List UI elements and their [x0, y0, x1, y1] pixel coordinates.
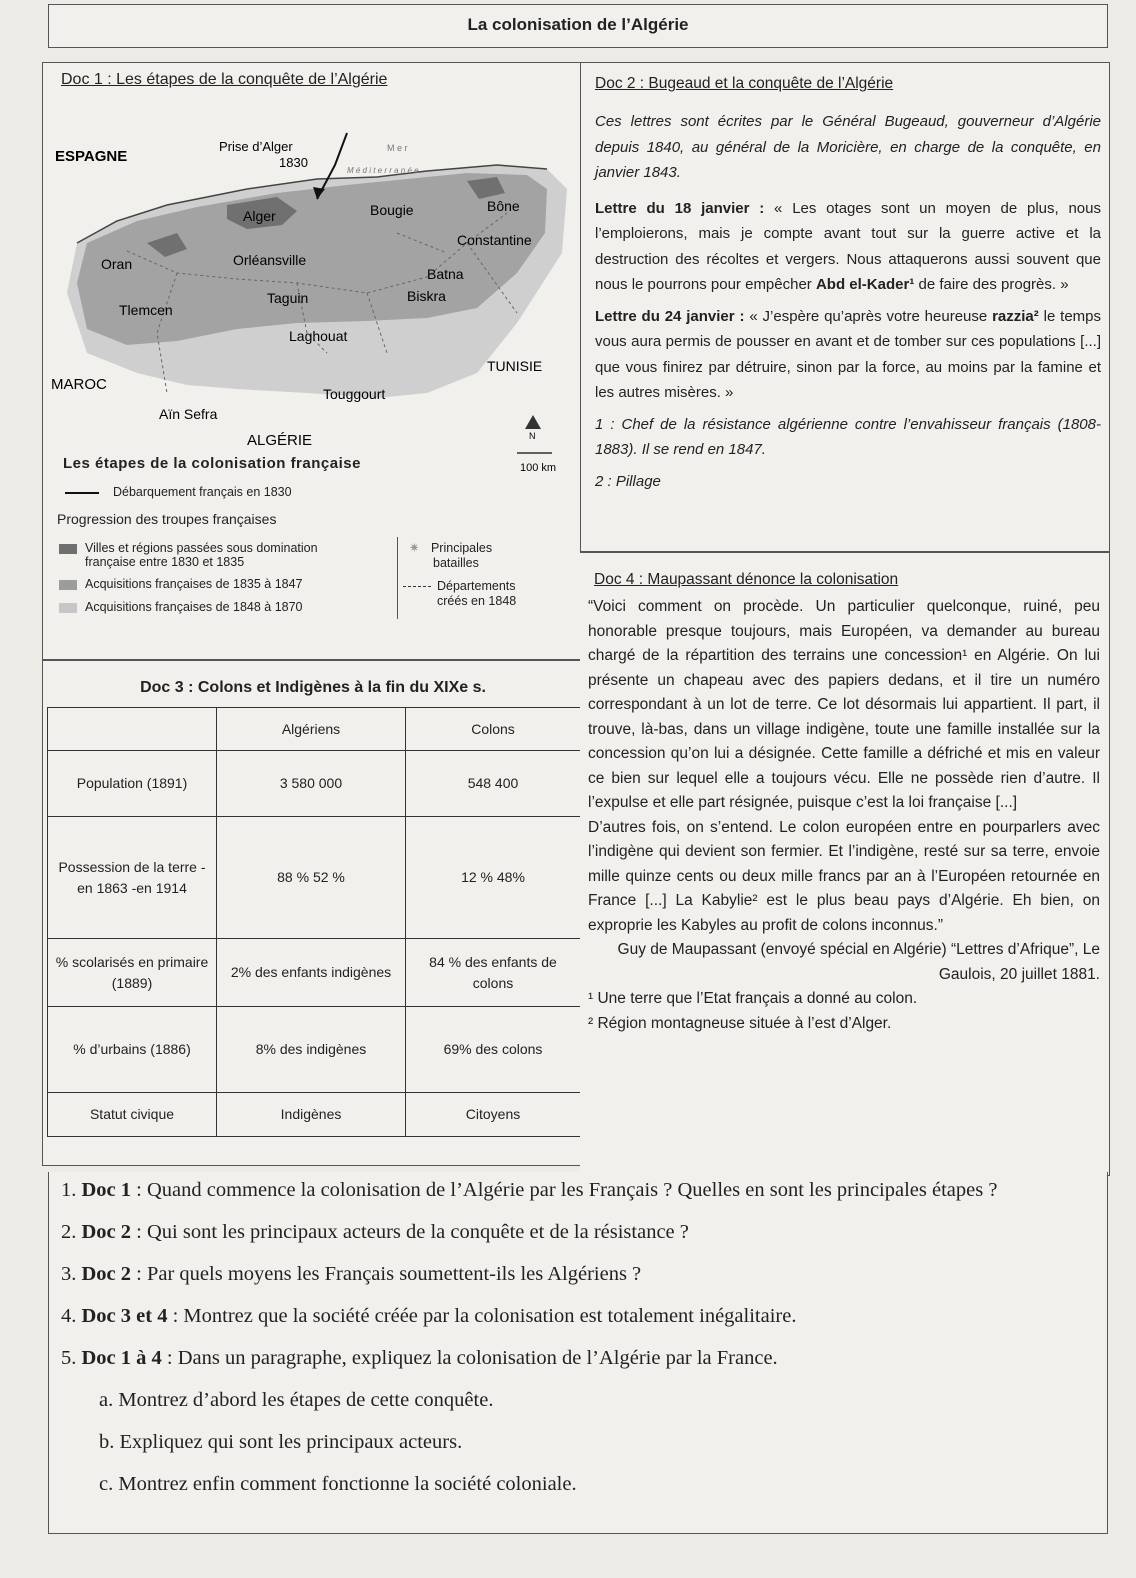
- legend-zone3-swatch: [59, 603, 77, 613]
- label-scale: 100 km: [520, 462, 557, 474]
- doc4-text-b: D’autres fois, on s’entend. Le colon européen entre en pourparlers avec l’indigène qui devient son fermier. Et l’indigène, resté sur sa terre, envoie mille quinze cents ou deux mille francs par an à l’Européen retournée en France [...] La Kabylie² est le plus beau pays d’Algérie. Eh bien, on exproprie les Kabyles au profit de colons inconnus.”: [588, 818, 1100, 934]
- label-orleansville: Orléansville: [233, 252, 307, 268]
- question-ref: Doc 1: [81, 1179, 132, 1201]
- question-number: 2.: [61, 1221, 77, 1243]
- legend-depts-label-2: créés en 1848: [437, 594, 517, 608]
- subquestion-c: c. Montrez enfin comment fonctionne la société coloniale.: [99, 1473, 577, 1495]
- doc2-body: [595, 109, 1101, 494]
- table-row: [48, 1007, 581, 1093]
- legend-zone1-label-2: française entre 1830 et 1835: [85, 555, 245, 569]
- page-title: La colonisation de l’Algérie: [467, 15, 689, 34]
- legend-zone2-label: Acquisitions françaises de 1835 à 1847: [85, 577, 303, 591]
- question-number: 1.: [61, 1179, 77, 1201]
- table-cell: 548 400: [406, 751, 581, 817]
- label-taguin: Taguin: [267, 290, 309, 306]
- question-text: : Par quels moyens les Français soumettent-ils les Algériens ?: [131, 1263, 642, 1285]
- question-4: [61, 1304, 1099, 1328]
- doc2-letter2-text-b: le temps vous aura permis de pousser en avant et de tomber sur ces populations [...] que vous finirez par détruire, sinon par la force, au moins par la famine et les autres misères. »: [595, 307, 1101, 401]
- table-header-cell: Colons: [406, 708, 581, 751]
- label-tlemcen: Tlemcen: [119, 302, 173, 318]
- question-text: : Quand commence la colonisation de l’Algérie par les Français ? Quelles en sont les principales étapes ?: [131, 1179, 998, 1201]
- doc2-letter1-text-b: de faire des progrès. »: [914, 276, 1069, 293]
- label-touggourt: Touggourt: [323, 386, 386, 402]
- table-cell: Statut civique: [48, 1093, 217, 1137]
- table-cell: 8% des indigènes: [217, 1007, 406, 1093]
- doc4-text-a: “Voici comment on procède. Un particulier quelconque, ruiné, peu honorable presque toujours, mais Européen, va demander au bureau chargé de la répartition des terrains une concession¹ en Algérie. On lui présente un chapeau avec des papiers dedans, et il tire un numéro correspondant à un lot de terre. Ce lot désormais lui appartient. Il part, il trouve, là-bas, dans un village indigène, toute une famille installée sur la concession qu’on lui a désignée. Cette famille a défriché et mis en valeur ce bien sur lequel elle a toujours vécu. Elle ne possède rien d’autre. Il l’expulse et elle part résignée, puisque c’est la loi française [...]: [588, 598, 1100, 811]
- question-number: 4.: [61, 1305, 77, 1327]
- doc2-letter1-text-a: « Les otages sont un moyen de plus, nous l’emploierons, mais je compte avant tout sur la guerre active et la destruction des récoltes et vergers. Nous attaquerons aussi souvent que nous le pourrons pour empêcher: [595, 199, 1101, 293]
- battle-icon: ✷: [409, 541, 420, 555]
- doc4-title: Doc 4 : Maupassant dénonce la colonisation: [594, 571, 899, 588]
- label-prise: Prise d’Alger: [219, 139, 293, 154]
- doc2-letter2-text-a: « J’espère qu’après votre heureuse: [744, 307, 993, 325]
- label-constantine: Constantine: [457, 232, 532, 248]
- label-laghouat: Laghouat: [289, 328, 348, 344]
- question-ref: Doc 1 à 4: [81, 1347, 162, 1369]
- doc4-note2: ² Région montagneuse située à l’est d’Alger.: [588, 1014, 892, 1032]
- table-cell: 12 % 48%: [406, 817, 581, 939]
- questions-panel: [48, 1172, 1108, 1534]
- label-bougie: Bougie: [370, 202, 414, 218]
- table-header-row: [48, 708, 581, 751]
- table-cell: 88 % 52 %: [217, 817, 406, 939]
- label-mediterranee: M é d i t e r r a n é e: [347, 166, 419, 175]
- doc2-letter1: [595, 196, 1101, 298]
- doc2-letter2-word: razzia²: [992, 307, 1039, 325]
- table-row: [48, 751, 581, 817]
- table-header-cell: Algériens: [217, 708, 406, 751]
- legend-battles-label-2: batailles: [433, 556, 479, 570]
- doc4-note1: ¹ Une terre que l’Etat français a donné au colon.: [588, 990, 918, 1007]
- legend-landing: [65, 485, 292, 499]
- legend-zone1-label: Villes et régions passées sous domination: [85, 541, 318, 555]
- questions-list: [61, 1178, 1099, 1514]
- label-biskra: Biskra: [407, 288, 446, 304]
- algeria-map: [47, 93, 583, 513]
- question-3: [61, 1262, 1099, 1286]
- label-mer: M e r: [387, 143, 408, 153]
- doc2-letter1-name: Abd el-Kader¹: [815, 276, 915, 293]
- table-row: [48, 939, 581, 1007]
- question-ref: Doc 2: [81, 1263, 132, 1285]
- legend-landing-label: Débarquement français en 1830: [113, 485, 292, 499]
- doc3-panel: [42, 660, 592, 1166]
- doc2-letter2-label: Lettre du 24 janvier :: [595, 307, 745, 325]
- question-number: 5.: [61, 1347, 77, 1369]
- doc2-letter1-label: Lettre du 18 janvier :: [595, 199, 765, 217]
- legend-zone2: [59, 577, 303, 591]
- table-cell: 69% des colons: [406, 1007, 581, 1093]
- legend-battles: [409, 541, 492, 571]
- table-header-cell: [48, 708, 217, 751]
- table-cell: 3 580 000: [217, 751, 406, 817]
- label-batna: Batna: [427, 266, 464, 282]
- title-box: [48, 4, 1108, 48]
- legend-depts-label: Départements: [437, 579, 516, 593]
- label-prise-year: 1830: [279, 155, 308, 170]
- legend-zone3-label: Acquisitions françaises de 1848 à 1870: [85, 600, 303, 614]
- table-cell: % scolarisés en primaire (1889): [48, 939, 217, 1007]
- label-maroc: MAROC: [51, 376, 107, 393]
- doc1-title: Doc 1 : Les étapes de la conquête de l’Algérie: [61, 71, 388, 88]
- table-cell: Citoyens: [406, 1093, 581, 1137]
- doc4-body: [588, 595, 1100, 1036]
- legend-depts-line: [403, 586, 431, 587]
- label-alger: Alger: [243, 208, 276, 224]
- question-text: : Dans un paragraphe, expliquez la colonisation de l’Algérie par la France.: [161, 1347, 778, 1369]
- doc1-panel: [42, 62, 590, 660]
- question-ref: Doc 3 et 4: [81, 1305, 168, 1327]
- doc4-source: Guy de Maupassant (envoyé spécial en Algérie) “Lettres d’Afrique”, Le Gaulois, 20 juillet 1881.: [617, 941, 1100, 983]
- doc2-title: Doc 2 : Bugeaud et la conquête de l’Algérie: [595, 75, 894, 92]
- doc2-note1: 1 : Chef de la résistance algérienne contre l’envahisseur français (1808-1883). Il se rend en 1847.: [595, 415, 1101, 458]
- legend-progression: Progression des troupes françaises: [57, 511, 277, 527]
- colons-indigenes-table: [47, 707, 581, 1137]
- question-2: [61, 1220, 1099, 1244]
- doc2-letter2: [595, 304, 1101, 406]
- doc2-intro: Ces lettres sont écrites par le Général Bugeaud, gouverneur d’Algérie depuis 1840, au général de la Moricière, en charge de la conquête, en janvier 1843.: [595, 113, 1101, 181]
- question-text: : Qui sont les principaux acteurs de la conquête et de la résistance ?: [131, 1221, 689, 1243]
- map-legend: [53, 455, 583, 614]
- legend-title: Les étapes de la colonisation française: [63, 455, 361, 472]
- table-cell: Possession de la terre -en 1863 -en 1914: [48, 817, 217, 939]
- doc4-panel: [580, 552, 1110, 1176]
- table-row: [48, 1093, 581, 1137]
- legend-zone3: [59, 600, 303, 614]
- subquestion-a: a. Montrez d’abord les étapes de cette conquête.: [99, 1389, 494, 1411]
- table-row: [48, 817, 581, 939]
- subquestion-b: b. Expliquez qui sont les principaux acteurs.: [99, 1431, 463, 1453]
- table-cell: 84 % des enfants de colons: [406, 939, 581, 1007]
- legend-zone1: [59, 541, 318, 569]
- label-tunisie: TUNISIE: [487, 358, 543, 374]
- legend-landing-line: [65, 492, 99, 494]
- label-ain-sefra: Aïn Sefra: [159, 406, 218, 422]
- label-algerie: ALGÉRIE: [247, 432, 313, 449]
- question-ref: Doc 2: [81, 1221, 132, 1243]
- label-bone: Bône: [487, 198, 520, 214]
- legend-battles-label: Principales: [430, 541, 493, 555]
- question-5: [61, 1346, 1099, 1370]
- question-number: 3.: [61, 1263, 77, 1285]
- north-arrow: [525, 415, 541, 429]
- table-cell: % d’urbains (1886): [48, 1007, 217, 1093]
- legend-zone2-swatch: [59, 580, 77, 590]
- label-north: N: [529, 431, 536, 441]
- doc2-panel: [580, 62, 1110, 552]
- doc2-note2: 2 : Pillage: [595, 472, 661, 490]
- question-text: : Montrez que la société créée par la colonisation est totalement inégalitaire.: [167, 1305, 797, 1327]
- legend-divider: [397, 537, 398, 619]
- question-1: [61, 1178, 1099, 1202]
- table-cell: 2% des enfants indigènes: [217, 939, 406, 1007]
- label-espagne: ESPAGNE: [55, 148, 128, 165]
- table-cell: Population (1891): [48, 751, 217, 817]
- legend-zone1-swatch: [59, 544, 77, 554]
- label-oran: Oran: [101, 256, 133, 272]
- doc3-title: Doc 3 : Colons et Indigènes à la fin du XIXe s.: [140, 679, 486, 696]
- table-cell: Indigènes: [217, 1093, 406, 1137]
- legend-depts: [403, 579, 516, 609]
